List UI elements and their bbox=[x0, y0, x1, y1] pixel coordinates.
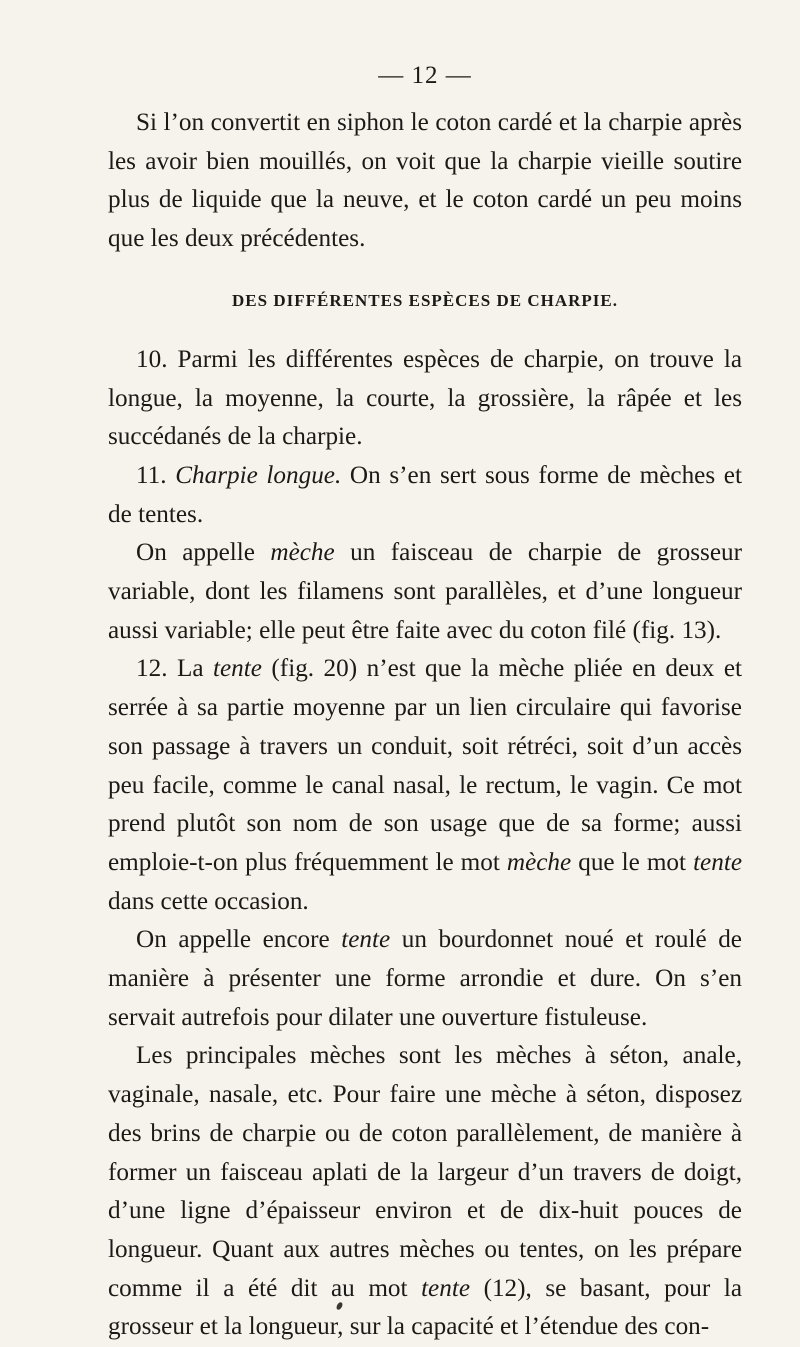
p12-term: tente bbox=[213, 655, 262, 683]
meche-text-a: On appelle bbox=[136, 539, 271, 567]
page-number: — 12 — bbox=[378, 62, 472, 89]
tente2-text-a: On appelle encore bbox=[136, 926, 342, 954]
principales-text-b: (12), se basant, pour la grosseur et la longueur, sur la capacité et l’étendue des con- bbox=[108, 1274, 742, 1341]
paragraph-principales-meches bbox=[108, 1037, 742, 1347]
section-heading: DES DIFFÉRENTES ESPÈCES DE CHARPIE. bbox=[232, 290, 618, 310]
p12-text-c: que le mot bbox=[571, 848, 694, 876]
paragraph-meche bbox=[108, 534, 742, 650]
tente2-term: tente bbox=[341, 926, 391, 954]
meche-text-b: un faisceau de charpie de grosseur variable, dont les filamens sont parallèles, et d’une longueur aussi variable; elle peut être faite avec du coton filé (fig. 13). bbox=[108, 539, 742, 644]
meche-term: mèche bbox=[270, 539, 335, 567]
p12-term2: mèche bbox=[506, 848, 572, 876]
intro-paragraph: Si l’on convertit en siphon le coton cardé et la charpie après les avoir bien mouillés, on voit que la charpie vieille soutire plus de liquide que la neuve, et le coton cardé un peu moins que les deux précédentes. bbox=[108, 109, 742, 253]
principales-text-a: Les principales mèches sont les mèches à séton, anale, vaginale, nasale, etc. Pour faire une mèche à séton, disposez des brins de charpie ou de coton parallèlement, de manière à former un faisceau aplati de la largeur d’un travers de doigt, d’une ligne d’épaisseur environ et de dix-huit pouces de longueur. Quant aux autres mèches ou tentes, on les prépare comme il a été dit au mot bbox=[108, 1042, 742, 1302]
p12-text-d: dans cette occasion. bbox=[108, 887, 309, 915]
principales-term: tente bbox=[421, 1274, 471, 1302]
p11-title: Charpie longue. bbox=[175, 461, 342, 489]
p12-text-b: (fig. 20) n’est que la mèche pliée en deux et serrée à sa partie moyenne par un lien circulaire qui favorise son passage à travers un conduit, soit rétréci, soit d’un accès peu facile, comme le canal nasal, le rectum, le vagin. Ce mot prend plutôt son nom de son usage que de sa forme; aussi emploie-t-on plus fréquemment le mot bbox=[108, 655, 742, 876]
tente2-text-b: un bourdonnet noué et roulé de manière à présenter une forme arrondie et dure. On s’en servait autrefois pour dilater une ouverture fistuleuse. bbox=[108, 926, 742, 1031]
paragraph-10: 10. Parmi les différentes espèces de charpie, on trouve la longue, la moyenne, la courte, la grossière, la râpée et les succédanés de la charpie. bbox=[108, 345, 742, 451]
paragraph-11 bbox=[108, 457, 742, 534]
paragraph-12 bbox=[108, 650, 742, 921]
p11-number: 11. bbox=[136, 461, 176, 489]
p12-term3: tente bbox=[693, 848, 743, 876]
p11-text: On s’en sert sous forme de mèches et de tentes. bbox=[108, 461, 742, 528]
p12-text-a: 12. La bbox=[136, 655, 213, 683]
paragraph-tente-bourdonnet bbox=[108, 921, 742, 1037]
